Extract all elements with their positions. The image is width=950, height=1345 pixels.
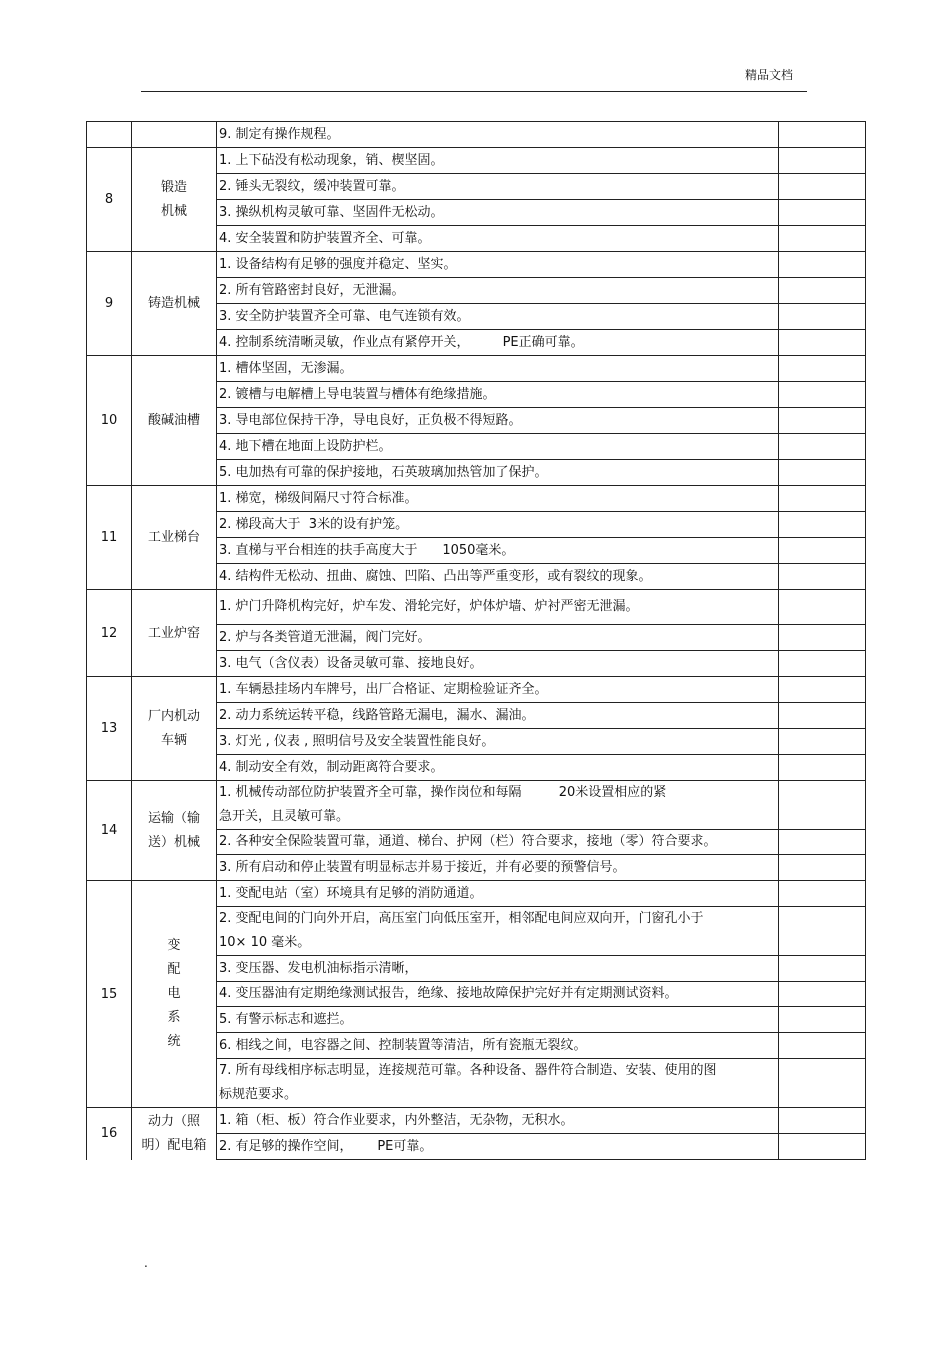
result-cell	[779, 1134, 866, 1160]
item-number: 12	[87, 590, 132, 677]
check-item: 1. 车辆悬挂场内车牌号，出厂合格证、定期检验证齐全。	[217, 677, 779, 703]
header-label: 精品文档	[745, 68, 794, 82]
result-cell	[779, 382, 866, 408]
table-row	[87, 486, 866, 512]
check-item: 3. 电气（含仪表）设备灵敏可靠、接地良好。	[217, 651, 779, 677]
check-item: 4. 制动安全有效，制动距离符合要求。	[217, 755, 779, 781]
check-item: 1. 梯宽，梯级间隔尺寸符合标准。	[217, 486, 779, 512]
item-number	[87, 122, 132, 148]
category-line: 电	[167, 986, 181, 1001]
item-number: 9	[87, 252, 132, 356]
result-cell	[779, 304, 866, 330]
category-line: 动力（照	[147, 1113, 200, 1129]
check-item: 7. 所有母线相序标志明显，连接规范可靠。各种设备、器件符合制造、安装、使用的图标规范要求。	[217, 1059, 779, 1108]
result-cell	[779, 278, 866, 304]
check-item: 2. 动力系统运转平稳，线路管路无漏电，漏水、漏油。	[217, 703, 779, 729]
category-cell	[132, 1108, 217, 1160]
check-item: 2. 锤头无裂纹，缓冲装置可靠。	[217, 174, 779, 200]
result-cell	[779, 755, 866, 781]
category-cell: 工业炉窑	[132, 590, 217, 677]
check-item: 3. 导电部位保持干净，导电良好，正负极不得短路。	[217, 408, 779, 434]
check-item: 3. 所有启动和停止装置有明显标志并易于接近，并有必要的预警信号。	[217, 855, 779, 881]
check-item: 2. 有足够的操作空间， PE可靠。	[217, 1134, 779, 1160]
result-cell	[779, 881, 866, 907]
table-row	[87, 252, 866, 278]
category-line: 明）配电箱	[141, 1137, 207, 1153]
check-item: 3. 灯光 , 仪表 , 照明信号及安全装置性能良好。	[217, 729, 779, 755]
check-item: 4. 控制系统清晰灵敏，作业点有紧停开关， PE正确可靠。	[217, 330, 779, 356]
item-number: 11	[87, 486, 132, 590]
footer-mark: .	[144, 1256, 148, 1270]
check-item: 4. 变压器油有定期绝缘测试报告，绝缘、接地故障保护完好并有定期测试资料。	[217, 982, 779, 1007]
check-item: 3. 操纵机构灵敏可靠、坚固件无松动。	[217, 200, 779, 226]
table-row	[87, 148, 866, 174]
check-item: 1. 设备结构有足够的强度并稳定、坚实。	[217, 252, 779, 278]
category-cell	[132, 781, 217, 881]
result-cell	[779, 703, 866, 729]
table-row	[87, 1108, 866, 1134]
result-cell	[779, 677, 866, 703]
check-item: 4. 安全装置和防护装置齐全、可靠。	[217, 226, 779, 252]
check-item: 2. 镀槽与电解槽上导电装置与槽体有绝缘措施。	[217, 382, 779, 408]
check-item: 5. 有警示标志和遮拦。	[217, 1007, 779, 1033]
table-row	[87, 356, 866, 382]
category-cell	[132, 148, 217, 252]
header-rule	[141, 91, 807, 92]
check-item: 3. 直梯与平台相连的扶手高度大于 1050毫米。	[217, 538, 779, 564]
category-cell	[132, 881, 217, 1108]
result-cell	[779, 651, 866, 677]
result-cell	[779, 781, 866, 830]
category-line: 厂内机动	[147, 708, 200, 724]
table-row	[87, 122, 866, 148]
result-cell	[779, 1108, 866, 1134]
check-item: 4. 地下槽在地面上设防护栏。	[217, 434, 779, 460]
result-cell	[779, 200, 866, 226]
result-cell	[779, 830, 866, 855]
category-cell: 酸碱油槽	[132, 356, 217, 486]
result-cell	[779, 460, 866, 486]
result-cell	[779, 982, 866, 1007]
category-line: 送）机械	[147, 834, 200, 850]
result-cell	[779, 855, 866, 881]
result-cell	[779, 226, 866, 252]
result-cell	[779, 408, 866, 434]
category-cell	[132, 677, 217, 781]
category-line: 车辆	[160, 732, 187, 748]
category-line: 系	[167, 1010, 181, 1025]
category-line: 统	[167, 1034, 181, 1049]
category-line: 运输（输	[147, 810, 200, 826]
table-row	[87, 590, 866, 625]
category-line: 锻造	[160, 179, 187, 195]
table-row	[87, 781, 866, 830]
category-line: 机械	[160, 203, 187, 219]
result-cell	[779, 174, 866, 200]
check-item: 1. 炉门升降机构完好，炉车发、滑轮完好，炉体炉墙、炉衬严密无泄漏。	[217, 590, 779, 625]
result-cell	[779, 564, 866, 590]
result-cell	[779, 1007, 866, 1033]
check-item: 3. 变压器、发电机油标指示清晰，	[217, 956, 779, 982]
result-cell	[779, 956, 866, 982]
check-item: 4. 结构件无松动、扭曲、腐蚀、凹陷、凸出等严重变形，或有裂纹的现象。	[217, 564, 779, 590]
result-cell	[779, 538, 866, 564]
check-item: 1. 变配电站（室）环境具有足够的消防通道。	[217, 881, 779, 907]
result-cell	[779, 590, 866, 625]
item-number: 13	[87, 677, 132, 781]
item-number: 14	[87, 781, 132, 881]
item-number: 10	[87, 356, 132, 486]
result-cell	[779, 148, 866, 174]
result-cell	[779, 1033, 866, 1059]
result-cell	[779, 1059, 866, 1108]
category-cell: 铸造机械	[132, 252, 217, 356]
check-item: 6. 相线之间，电容器之间、控制装置等清洁，所有瓷瓶无裂纹。	[217, 1033, 779, 1059]
check-item: 2. 炉与各类管道无泄漏，阀门完好。	[217, 625, 779, 651]
check-item: 1. 槽体坚固，无渗漏。	[217, 356, 779, 382]
check-item: 1. 机械传动部位防护装置齐全可靠，操作岗位和每隔 20米设置相应的紧急开关，且灵敏可靠。	[217, 781, 779, 830]
check-item: 2. 梯段高大于 3米的设有护笼。	[217, 512, 779, 538]
table-row	[87, 881, 866, 907]
check-item: 5. 电加热有可靠的保护接地，石英玻璃加热管加了保护。	[217, 460, 779, 486]
category-line: 变	[167, 938, 181, 953]
check-item: 2. 变配电间的门向外开启，高压室门向低压室开，相邻配电间应双向开，门窗孔小于 10× 10 毫米。	[217, 907, 779, 956]
result-cell	[779, 486, 866, 512]
result-cell	[779, 625, 866, 651]
check-item: 1. 箱（柜、板）符合作业要求，内外整洁，无杂物，无积水。	[217, 1108, 779, 1134]
check-item: 2. 各种安全保险装置可靠，通道、梯台、护网（栏）符合要求，接地（零）符合要求。	[217, 830, 779, 855]
result-cell	[779, 356, 866, 382]
result-cell	[779, 729, 866, 755]
category-cell	[132, 122, 217, 148]
inspection-table	[86, 121, 866, 1160]
check-item: 2. 所有管路密封良好，无泄漏。	[217, 278, 779, 304]
category-cell: 工业梯台	[132, 486, 217, 590]
result-cell	[779, 252, 866, 278]
result-cell	[779, 330, 866, 356]
item-number: 8	[87, 148, 132, 252]
item-number: 16	[87, 1108, 132, 1160]
table-row	[87, 677, 866, 703]
result-cell	[779, 907, 866, 956]
check-item: 3. 安全防护装置齐全可靠、电气连锁有效。	[217, 304, 779, 330]
result-cell	[779, 512, 866, 538]
check-item: 9. 制定有操作规程。	[217, 122, 779, 148]
item-number: 15	[87, 881, 132, 1108]
category-line: 配	[167, 962, 181, 977]
check-item: 1. 上下砧没有松动现象，销、楔坚固。	[217, 148, 779, 174]
result-cell	[779, 434, 866, 460]
result-cell	[779, 122, 866, 148]
